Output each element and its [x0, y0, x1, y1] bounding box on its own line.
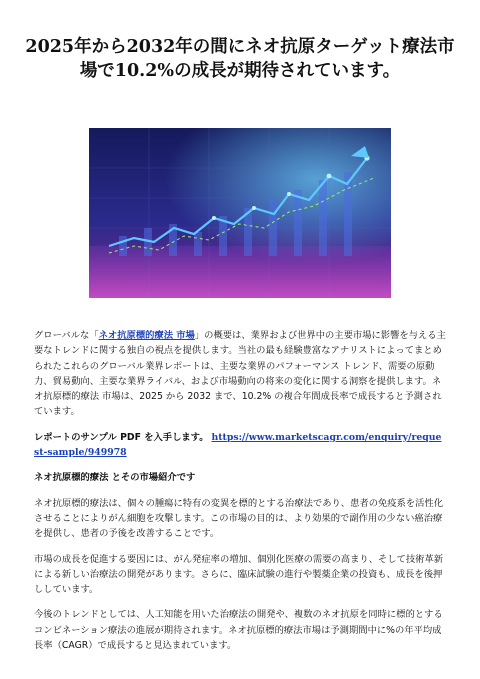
body-paragraph-3: 今後のトレンドとしては、人工知能を用いた治療法の開発や、複数のネオ抗原を同時に標的とするコンビネーション療法の進展が期待されます。ネオ抗原標的療法市場は予測期間中に%の年平均成長率（CAGR）で成長すると見込まれています。 [34, 609, 443, 652]
sample-request [34, 430, 446, 461]
page-title: 2025年から2032年の間にネオ抗原ターゲット療法市場で10.2%の成長が期待されています。 [25, 37, 455, 81]
body-paragraph-2: 市場の成長を促進する要因には、がん発症率の増加、個別化医療の需要の高まり、そして技術革新による新しい治療法の開発があります。さらに、臨床試験の進行や製薬企業の投資も、成長を後押ししています。 [34, 553, 444, 596]
sample-url-link[interactable]: https://www.marketscagr.com/enquiry/request-sample/949978 [34, 431, 442, 459]
body-paragraph-1: ネオ抗原標的療法は、個々の腫瘍に特有の変異を標的とする治療法であり、患者の免疫系を活性化させることによりがん細胞を攻撃します。この市場の目的は、より効果的で副作用の少ない癌治療を提供し、患者の予後を改善することです。 [34, 497, 444, 540]
sample-label: レポートのサンプル PDF を入手します。 [34, 431, 209, 443]
article-body [34, 328, 446, 663]
market-link[interactable]: ネオ抗原標的療法 市場 [98, 330, 195, 341]
section-heading: ネオ抗原標的療法 とその市場紹介です [34, 472, 196, 484]
hero-chart-image [89, 128, 391, 298]
intro-paragraph: グローバルな「ネオ抗原標的療法 市場」の概要は、業界および世界中の主要市場に影響を与える主要なトレンドに関する独自の視点を提供します。当社の最も経験豊富なアナリストによってまとめられたこれらのグローバル業界レポートは、主要な業界のパフォーマンス トレンド、需要の原動力、貿易動向、主要な業界ライバル、および市場動向の将来の変化に関する洞察を提供します。ネオ抗原標的療法 市場は、2025 から 2032 まで、10.2% の複合年間成長率で成長すると予測されています。 [34, 330, 446, 418]
